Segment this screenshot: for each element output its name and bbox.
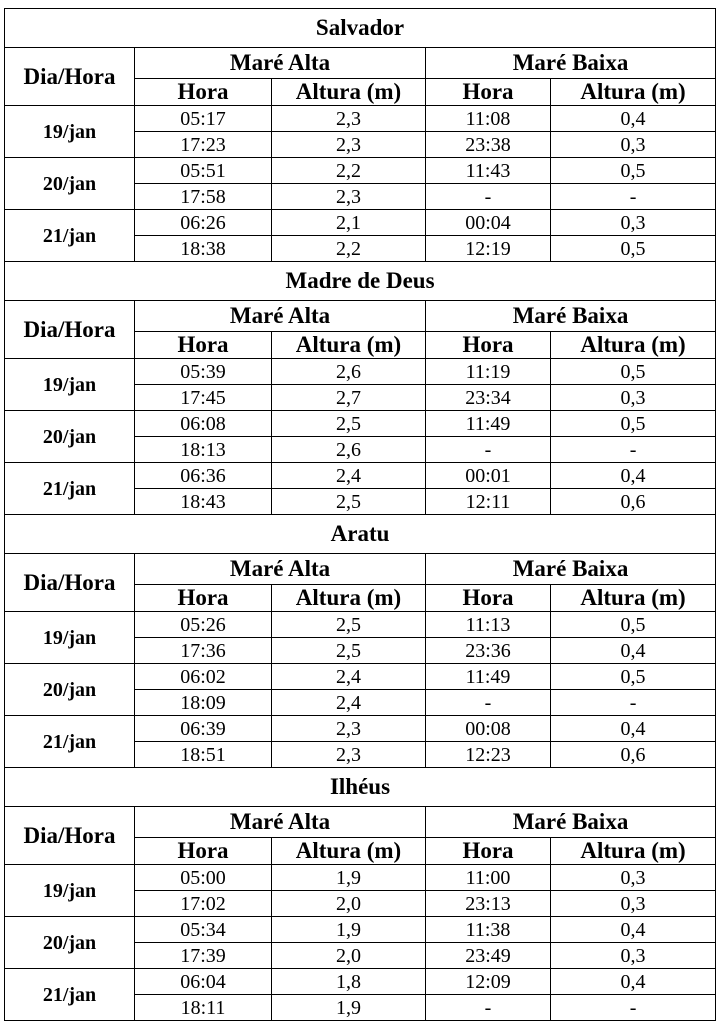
group-header-row xyxy=(5,301,716,332)
table-row xyxy=(5,359,716,385)
high-tide-height: 2,7 xyxy=(272,385,426,411)
high-tide-time: 05:34 xyxy=(135,917,272,943)
high-tide-time: 18:51 xyxy=(135,742,272,768)
high-tide-height: 2,0 xyxy=(272,943,426,969)
low-tide-height: 0,6 xyxy=(551,489,716,515)
day-label: 20/jan xyxy=(5,411,135,463)
low-tide-time: 11:49 xyxy=(426,664,551,690)
low-tide-height: 0,4 xyxy=(551,463,716,489)
high-hora-header: Hora xyxy=(135,838,272,865)
high-altura-header: Altura (m) xyxy=(272,838,426,865)
station-name: Aratu xyxy=(5,515,716,554)
low-tide-time: 23:49 xyxy=(426,943,551,969)
high-tide-height: 2,3 xyxy=(272,742,426,768)
low-tide-height: 0,5 xyxy=(551,236,716,262)
high-tide-height: 2,4 xyxy=(272,463,426,489)
low-tide-time: 11:38 xyxy=(426,917,551,943)
high-tide-time: 05:39 xyxy=(135,359,272,385)
station-title-row xyxy=(5,768,716,807)
high-tide-height: 2,4 xyxy=(272,690,426,716)
low-hora-header: Hora xyxy=(426,79,551,106)
low-tide-height: 0,3 xyxy=(551,891,716,917)
day-label: 21/jan xyxy=(5,210,135,262)
low-tide-height: 0,5 xyxy=(551,664,716,690)
station-title-row xyxy=(5,262,716,301)
dia-hora-header: Dia/Hora xyxy=(5,554,135,612)
day-label: 21/jan xyxy=(5,969,135,1021)
low-tide-time: 12:19 xyxy=(426,236,551,262)
group-header-row xyxy=(5,807,716,838)
group-header-row xyxy=(5,48,716,79)
station-title-row xyxy=(5,515,716,554)
high-tide-height: 2,3 xyxy=(272,106,426,132)
high-tide-height: 2,6 xyxy=(272,359,426,385)
day-label: 21/jan xyxy=(5,716,135,768)
low-altura-header: Altura (m) xyxy=(551,585,716,612)
high-tide-time: 05:00 xyxy=(135,865,272,891)
mare-alta-header: Maré Alta xyxy=(135,807,426,838)
high-tide-height: 2,6 xyxy=(272,437,426,463)
day-label: 19/jan xyxy=(5,865,135,917)
high-tide-time: 17:23 xyxy=(135,132,272,158)
day-label: 19/jan xyxy=(5,106,135,158)
dia-hora-header: Dia/Hora xyxy=(5,48,135,106)
table-row xyxy=(5,664,716,690)
low-tide-time: - xyxy=(426,184,551,210)
low-tide-height: 0,5 xyxy=(551,158,716,184)
day-label: 19/jan xyxy=(5,359,135,411)
high-tide-height: 2,5 xyxy=(272,489,426,515)
low-tide-height: 0,4 xyxy=(551,638,716,664)
high-tide-height: 2,2 xyxy=(272,158,426,184)
day-label: 21/jan xyxy=(5,463,135,515)
high-hora-header: Hora xyxy=(135,79,272,106)
low-tide-height: 0,5 xyxy=(551,612,716,638)
high-tide-time: 06:04 xyxy=(135,969,272,995)
low-tide-height: 0,5 xyxy=(551,359,716,385)
low-tide-height: 0,4 xyxy=(551,106,716,132)
low-tide-height: - xyxy=(551,995,716,1021)
low-tide-height: - xyxy=(551,437,716,463)
high-tide-height: 2,5 xyxy=(272,612,426,638)
low-tide-height: 0,4 xyxy=(551,969,716,995)
high-tide-time: 17:58 xyxy=(135,184,272,210)
high-tide-time: 17:45 xyxy=(135,385,272,411)
station-name: Madre de Deus xyxy=(5,262,716,301)
low-tide-height: - xyxy=(551,184,716,210)
low-tide-height: - xyxy=(551,690,716,716)
low-tide-time: 00:04 xyxy=(426,210,551,236)
high-tide-time: 17:39 xyxy=(135,943,272,969)
station-name: Ilhéus xyxy=(5,768,716,807)
dia-hora-header: Dia/Hora xyxy=(5,807,135,865)
mare-alta-header: Maré Alta xyxy=(135,554,426,585)
station-name: Salvador xyxy=(5,9,716,48)
low-tide-height: 0,4 xyxy=(551,917,716,943)
low-tide-time: 00:08 xyxy=(426,716,551,742)
low-tide-time: 23:34 xyxy=(426,385,551,411)
high-tide-time: 06:26 xyxy=(135,210,272,236)
high-tide-height: 1,9 xyxy=(272,995,426,1021)
tide-table-body xyxy=(5,9,716,1021)
high-tide-time: 06:02 xyxy=(135,664,272,690)
low-tide-time: 00:01 xyxy=(426,463,551,489)
high-tide-time: 17:02 xyxy=(135,891,272,917)
high-tide-height: 1,9 xyxy=(272,865,426,891)
high-tide-height: 2,5 xyxy=(272,411,426,437)
table-row xyxy=(5,716,716,742)
high-tide-height: 2,3 xyxy=(272,132,426,158)
high-hora-header: Hora xyxy=(135,585,272,612)
high-tide-height: 1,9 xyxy=(272,917,426,943)
day-label: 20/jan xyxy=(5,664,135,716)
high-tide-height: 1,8 xyxy=(272,969,426,995)
table-row xyxy=(5,917,716,943)
mare-baixa-header: Maré Baixa xyxy=(426,554,716,585)
table-row xyxy=(5,969,716,995)
high-tide-time: 18:09 xyxy=(135,690,272,716)
low-tide-height: 0,3 xyxy=(551,210,716,236)
high-altura-header: Altura (m) xyxy=(272,585,426,612)
low-tide-time: 23:36 xyxy=(426,638,551,664)
low-altura-header: Altura (m) xyxy=(551,79,716,106)
high-tide-height: 2,4 xyxy=(272,664,426,690)
high-tide-time: 06:36 xyxy=(135,463,272,489)
high-tide-height: 2,2 xyxy=(272,236,426,262)
low-tide-time: 23:38 xyxy=(426,132,551,158)
day-label: 20/jan xyxy=(5,917,135,969)
high-tide-time: 17:36 xyxy=(135,638,272,664)
low-tide-height: 0,3 xyxy=(551,385,716,411)
high-tide-height: 2,3 xyxy=(272,184,426,210)
low-tide-time: 11:49 xyxy=(426,411,551,437)
group-header-row xyxy=(5,554,716,585)
low-tide-height: 0,5 xyxy=(551,411,716,437)
table-row xyxy=(5,158,716,184)
high-tide-time: 05:17 xyxy=(135,106,272,132)
low-tide-time: - xyxy=(426,690,551,716)
table-row xyxy=(5,865,716,891)
mare-baixa-header: Maré Baixa xyxy=(426,48,716,79)
low-tide-height: 0,4 xyxy=(551,716,716,742)
high-tide-time: 18:13 xyxy=(135,437,272,463)
high-tide-time: 05:51 xyxy=(135,158,272,184)
low-tide-height: 0,3 xyxy=(551,943,716,969)
high-tide-time: 18:43 xyxy=(135,489,272,515)
low-tide-time: - xyxy=(426,437,551,463)
low-hora-header: Hora xyxy=(426,332,551,359)
low-tide-time: 11:08 xyxy=(426,106,551,132)
low-tide-time: 11:19 xyxy=(426,359,551,385)
low-hora-header: Hora xyxy=(426,585,551,612)
low-altura-header: Altura (m) xyxy=(551,332,716,359)
low-tide-time: 12:09 xyxy=(426,969,551,995)
low-tide-time: 11:13 xyxy=(426,612,551,638)
high-tide-time: 06:39 xyxy=(135,716,272,742)
high-tide-height: 2,0 xyxy=(272,891,426,917)
low-altura-header: Altura (m) xyxy=(551,838,716,865)
mare-baixa-header: Maré Baixa xyxy=(426,301,716,332)
station-title-row xyxy=(5,9,716,48)
high-altura-header: Altura (m) xyxy=(272,332,426,359)
high-tide-time: 05:26 xyxy=(135,612,272,638)
mare-alta-header: Maré Alta xyxy=(135,48,426,79)
low-tide-time: - xyxy=(426,995,551,1021)
table-row xyxy=(5,106,716,132)
high-tide-height: 2,5 xyxy=(272,638,426,664)
high-altura-header: Altura (m) xyxy=(272,79,426,106)
low-tide-time: 12:23 xyxy=(426,742,551,768)
mare-baixa-header: Maré Baixa xyxy=(426,807,716,838)
high-tide-time: 18:11 xyxy=(135,995,272,1021)
low-tide-time: 11:43 xyxy=(426,158,551,184)
day-label: 19/jan xyxy=(5,612,135,664)
high-tide-time: 18:38 xyxy=(135,236,272,262)
low-hora-header: Hora xyxy=(426,838,551,865)
tide-table xyxy=(4,8,716,1021)
mare-alta-header: Maré Alta xyxy=(135,301,426,332)
table-row xyxy=(5,612,716,638)
day-label: 20/jan xyxy=(5,158,135,210)
high-hora-header: Hora xyxy=(135,332,272,359)
low-tide-height: 0,6 xyxy=(551,742,716,768)
table-row xyxy=(5,463,716,489)
high-tide-height: 2,1 xyxy=(272,210,426,236)
low-tide-time: 12:11 xyxy=(426,489,551,515)
high-tide-height: 2,3 xyxy=(272,716,426,742)
dia-hora-header: Dia/Hora xyxy=(5,301,135,359)
low-tide-time: 23:13 xyxy=(426,891,551,917)
low-tide-height: 0,3 xyxy=(551,865,716,891)
low-tide-height: 0,3 xyxy=(551,132,716,158)
table-row xyxy=(5,210,716,236)
high-tide-time: 06:08 xyxy=(135,411,272,437)
low-tide-time: 11:00 xyxy=(426,865,551,891)
table-row xyxy=(5,411,716,437)
